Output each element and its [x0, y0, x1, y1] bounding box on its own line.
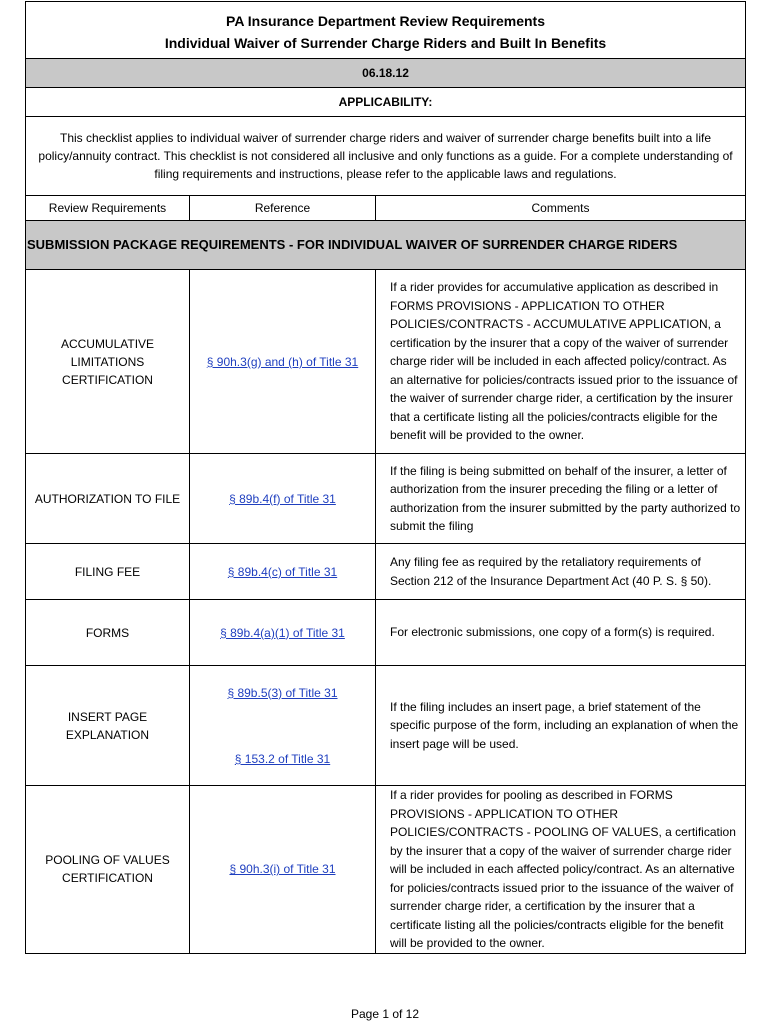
requirement-filing-fee: FILING FEE	[26, 544, 190, 600]
table-row	[26, 666, 746, 786]
applicability-row	[26, 88, 746, 117]
title-line-1: PA Insurance Department Review Requirements	[226, 13, 546, 29]
checklist-table	[25, 1, 746, 954]
reference-link[interactable]: § 89b.4(c) of Title 31	[227, 564, 338, 579]
reference-link[interactable]: § 90h.3(g) and (h) of Title 31	[206, 354, 359, 369]
table-row	[26, 786, 746, 954]
comment-text: Any filing fee as required by the retaliatory requirements of Section 212 of the Insurance Department Act (40 P. S. § 50).	[376, 544, 746, 600]
column-header-row	[26, 196, 746, 221]
column-header-review: Review Requirements	[26, 196, 190, 221]
comment-text: For electronic submissions, one copy of a form(s) is required.	[376, 600, 746, 666]
intro-text: This checklist applies to individual waiver of surrender charge riders and waiver of surrender charge benefits built into a life policy/annuity contract. This checklist is not considered all inclusive and only functions as a guide. For a complete understanding of filing requirements and instructions, please refer to the applicable laws and regulations.	[26, 117, 746, 196]
reference-link[interactable]: § 89b.5(3) of Title 31	[227, 685, 338, 700]
date-row	[26, 59, 746, 88]
revision-date: 06.18.12	[26, 59, 746, 88]
comment-text: If a rider provides for accumulative application as described in FORMS PROVISIONS - APPLICATION TO OTHER POLICIES/CONTRACTS - ACCUMULATIVE APPLICATION, a certification by the insurer that a copy of the waiver of surrender charge rider will be included in each affected policy/contract. As an alternative for policies/contracts issued prior to the issuance of the waiver of surrender charge rider, a certification by the insurer that a certificate listing all the policies/contracts eligible for the benefit will be provided to the owner.	[376, 270, 746, 454]
comment-text: If the filing is being submitted on behalf of the insurer, a letter of authorization from the insurer preceding the filing or a letter of authorization from the insurer submitted by the party authorized to submit the filing	[376, 454, 746, 544]
table-row	[26, 600, 746, 666]
reference-link[interactable]: § 90h.3(i) of Title 31	[229, 862, 336, 877]
requirement-insert-page-explanation: INSERT PAGE EXPLANATION	[26, 666, 190, 786]
comment-text: If the filing includes an insert page, a brief statement of the specific purpose of the form, including an explanation of when the insert page will be used.	[376, 666, 746, 786]
requirement-forms: FORMS	[26, 600, 190, 666]
section-row	[26, 221, 746, 270]
checklist-sheet	[25, 1, 745, 954]
table-row	[26, 270, 746, 454]
reference-link[interactable]: § 89b.4(f) of Title 31	[229, 491, 336, 506]
column-header-comments: Comments	[376, 196, 746, 221]
page-number: Page 1 of 12	[350, 1007, 420, 1021]
title-row	[26, 2, 746, 59]
title-line-2: Individual Waiver of Surrender Charge Riders and Built In Benefits	[164, 35, 607, 51]
column-header-reference: Reference	[190, 196, 376, 221]
requirement-accumulative-limitations: ACCUMULATIVE LIMITATIONS CERTIFICATION	[26, 270, 190, 454]
reference-link[interactable]: § 89b.4(a)(1) of Title 31	[220, 625, 345, 640]
intro-row	[26, 117, 746, 196]
requirement-authorization-to-file: AUTHORIZATION TO FILE	[26, 454, 190, 544]
document-title	[26, 2, 746, 59]
section-title: SUBMISSION PACKAGE REQUIREMENTS - FOR INDIVIDUAL WAIVER OF SURRENDER CHARGE RIDERS	[26, 221, 746, 270]
requirement-pooling-of-values: POOLING OF VALUES CERTIFICATION	[26, 786, 190, 954]
table-row	[26, 544, 746, 600]
applicability-heading: APPLICABILITY:	[26, 88, 746, 117]
comment-text: If a rider provides for pooling as described in FORMS PROVISIONS - APPLICATION TO OTHER POLICIES/CONTRACTS - POOLING OF VALUES, a certification by the insurer that a copy of the waiver of surrender charge rider will be included in each affected policy/contract. As an alternative for policies/contracts issued prior to the issuance of the waiver of surrender charge rider, a certification by the insurer that a certificate listing all the policies/contracts eligible for the benefit will be provided to the owner.	[376, 786, 746, 954]
table-row	[26, 454, 746, 544]
reference-link-secondary[interactable]: § 153.2 of Title 31	[234, 751, 331, 766]
